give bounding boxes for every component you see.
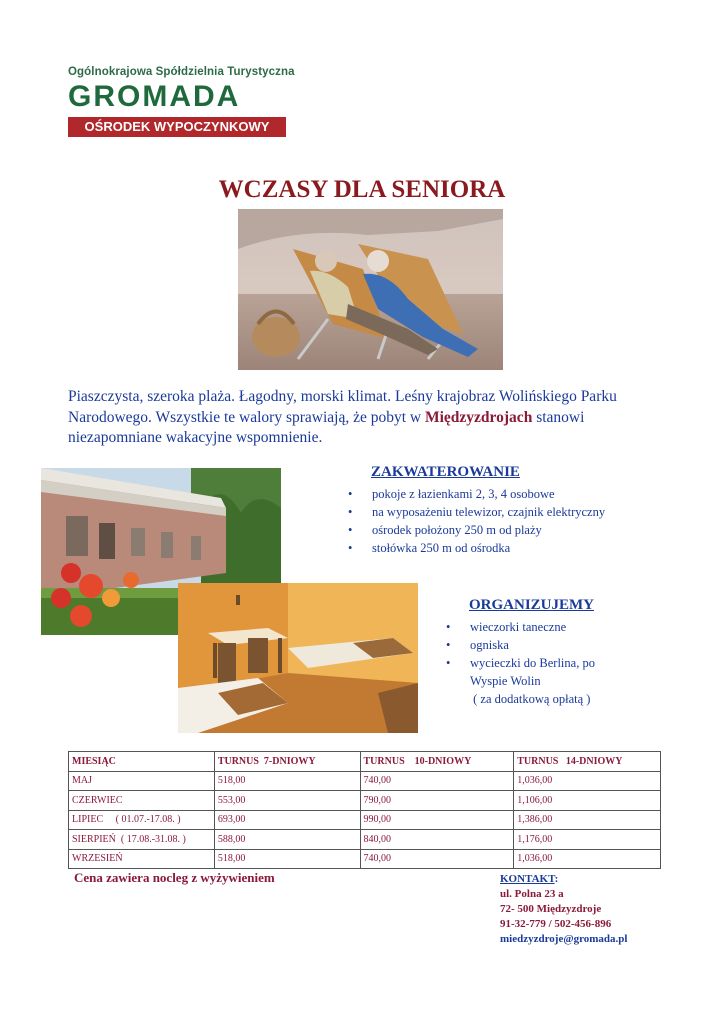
intro-text-2: stanowi niezapomniane wakacyjne wspomnienie. xyxy=(68,408,585,446)
contact-block xyxy=(500,872,627,947)
list-item: • ogniska xyxy=(444,636,595,654)
table-cell: 1,106,00 xyxy=(514,791,661,811)
table-cell: 1,176,00 xyxy=(514,830,661,850)
organize-heading: ORGANIZUJEMY xyxy=(469,597,595,613)
list-item: • wieczorki taneczne xyxy=(444,618,595,636)
table-cell: 518,00 xyxy=(214,771,360,791)
table-cell: 518,00 xyxy=(214,849,360,869)
table-cell: MAJ xyxy=(69,771,215,791)
list-item: • ośrodek położony 250 m od plaży xyxy=(346,521,605,539)
table-header-cell: TURNUS 7-DNIOWY xyxy=(214,752,360,772)
table-header-cell: TURNUS 14-DNIOWY xyxy=(514,752,661,772)
contact-phones: 91-32-779 / 502-456-896 xyxy=(500,918,612,930)
list-item: • na wyposażeniu telewizor, czajnik elektryczny xyxy=(346,503,605,521)
contact-label: KONTAKT xyxy=(500,873,555,885)
seniors-beach-photo xyxy=(238,209,503,370)
table-cell: 588,00 xyxy=(214,830,360,850)
intro-text-1: Piaszczysta, szeroka plaża. Łagodny, morski klimat. Leśny krajobraz Wolińskiego Parku Narodowego. Wszystkie te walory sprawiają, że pobyt w xyxy=(68,388,617,426)
contact-email-link[interactable]: miedzyzdroje@gromada.pl xyxy=(500,933,628,945)
contact-city: 72- 500 Międzyzdroje xyxy=(500,903,602,915)
page-title: WCZASY DLA SENIORA xyxy=(218,176,506,203)
list-item: • wycieczki do Berlina, po xyxy=(444,654,595,672)
table-row xyxy=(69,791,661,811)
table-cell: 1,036,00 xyxy=(514,771,661,791)
table-header-cell: MIESIĄC xyxy=(69,752,215,772)
logo-tagline: Ogólnokrajowa Spółdzielnia Turystyczna xyxy=(68,66,295,78)
logo-brand: GROMADA xyxy=(68,80,241,113)
table-row xyxy=(69,810,661,830)
price-note: Cena zawiera nocleg z wyżywieniem xyxy=(74,870,275,885)
table-row xyxy=(69,849,661,869)
organize-list xyxy=(444,618,595,708)
table-cell: LIPIEC ( 01.07.-17.08. ) xyxy=(69,810,215,830)
accommodation-heading: ZAKWATEROWANIE xyxy=(371,464,520,480)
list-item: • pokoje z łazienkami 2, 3, 4 osobowe xyxy=(346,485,605,503)
contact-colon: : xyxy=(554,873,559,885)
intro-paragraph xyxy=(68,387,668,449)
table-cell: WRZESIEŃ xyxy=(69,849,215,869)
table-cell: 1,386,00 xyxy=(514,810,661,830)
table-cell: 693,00 xyxy=(214,810,360,830)
table-cell: 740,00 xyxy=(360,849,514,869)
table-cell: CZERWIEC xyxy=(69,791,215,811)
table-cell: 740,00 xyxy=(360,771,514,791)
table-cell: 990,00 xyxy=(360,810,514,830)
list-item: • stołówka 250 m od ośrodka xyxy=(346,539,605,557)
logo-band: OŚRODEK WYPOCZYNKOWY xyxy=(68,117,286,137)
table-header-row xyxy=(69,752,661,772)
table-row xyxy=(69,830,661,850)
price-table xyxy=(68,751,661,869)
table-cell: 790,00 xyxy=(360,791,514,811)
list-item-continuation: Wyspie Wolin xyxy=(470,674,541,688)
table-cell: 840,00 xyxy=(360,830,514,850)
contact-street: ul. Polna 23 a xyxy=(500,888,564,900)
table-cell: 1,036,00 xyxy=(514,849,661,869)
table-header-cell: TURNUS 10-DNIOWY xyxy=(360,752,514,772)
table-row xyxy=(69,771,661,791)
accommodation-list xyxy=(346,485,605,557)
intro-highlight: Międzyzdrojach xyxy=(424,408,533,426)
table-cell: SIERPIEŃ ( 17.08.-31.08. ) xyxy=(69,830,215,850)
gromada-logo xyxy=(68,66,295,137)
room-photo xyxy=(178,583,418,733)
table-cell: 553,00 xyxy=(214,791,360,811)
list-item-continuation: ( za dodatkową opłatą ) xyxy=(470,692,591,706)
